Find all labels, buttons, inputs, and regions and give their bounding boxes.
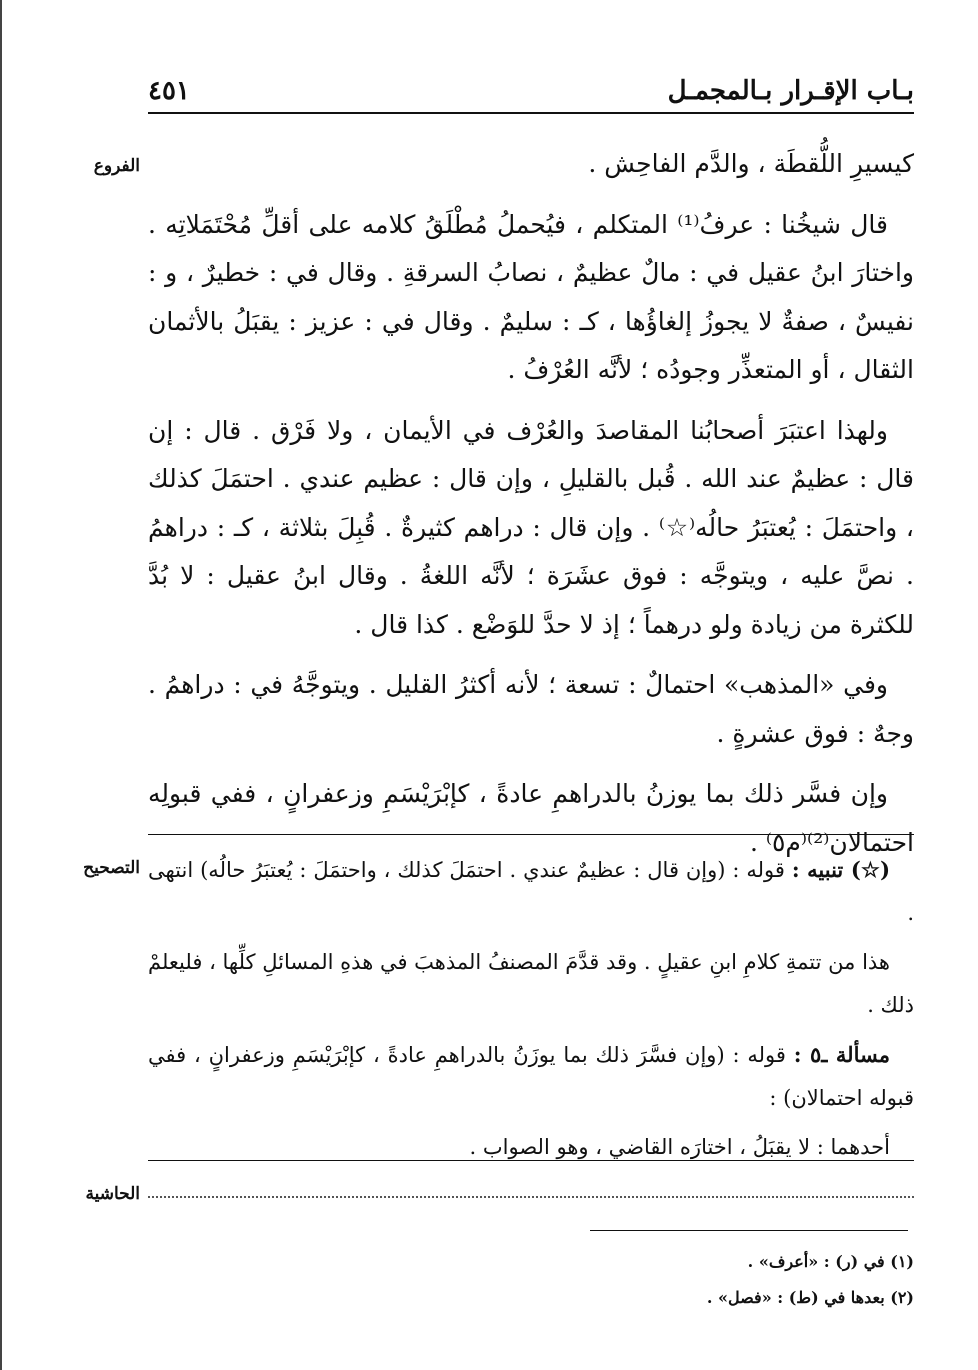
page-number: ٤٥١: [148, 76, 190, 106]
side-label-correction: التصحيح: [83, 858, 140, 878]
margin-rule: [148, 1160, 914, 1161]
issue-text: قوله : (وإن فسَّرَ ذلك بما يوزَنُ بالدراهمِ عادةً ، كإبْرَيْسَمِ وزعفرانٍ ، ففي قبوله احتمالان) :: [148, 1043, 914, 1110]
page-header: [148, 72, 914, 110]
correction-note-label: (☆) تنبيه :: [791, 857, 890, 882]
chapter-title: بـاب الإقـرار بـالمجمـل: [667, 76, 914, 106]
main-text: [148, 140, 914, 879]
correction-paragraph-4: أحدهما : لا يقبَلُ ، اختارَه القاضي ، وهو الصواب .: [469, 1135, 890, 1159]
footnote-2: (٢) بعدها في (ط) : «فصل» .: [706, 1288, 914, 1307]
main-paragraph-1: كيسيرِ اللُّقطَة ، والدَّم الفاحِش .: [588, 149, 914, 178]
correction-text: [148, 848, 914, 1175]
page-scan-edge: [0, 0, 2, 1370]
correction-paragraph-2: هذا من تتمةِ كلامِ ابنِ عقيلٍ . وقد قدَّمَ المصنفُ المذهبَ في هذهِ المسائلِ كلِّها ، فليعلمْ ذلك .: [148, 950, 914, 1017]
section-rule: [148, 834, 914, 835]
correction-paragraph-1: [148, 848, 914, 935]
side-label-margin: الحاشية: [85, 1184, 140, 1204]
header-rule: [148, 112, 914, 114]
footnote-rule: [590, 1230, 908, 1231]
issue-label: مسألة ـ٥ :: [793, 1042, 890, 1067]
main-paragraph-3: ولهذا اعتبَرَ أصحابُنا المقاصدَ والعُرْف في الأيمان ، ولا فَرْق . قال : إن قال : عظيمٌ عند الله . قُبل بالقليلِ ، وإن قال : عظيم عندي . احتمَلَ كذلك ، واحتمَلَ : يُعتبَرُ حالُه⁽☆⁾ . وإن قال : دراهم كثيرةٌ . قُبِلَ بثلاثة ، كـ : دراهمُ . نصَّ عليه ، ويتوجَّه : فوق عشَرَة ؛ لأنَّه اللغةُ . وقال ابنُ عقيل : لا بُدَّ للكثرة من زيادة ولو درهماً ؛ إذ لا حدَّ للوَضْع . كذا قال .: [148, 415, 914, 639]
main-paragraph-4: وفي «المذهب» احتمالٌ : تسعة ؛ لأنه أكثرُ القليل . ويتوجَّهُ في : دراهمُ . وجهٌ : فوق عشرةٍ .: [148, 670, 914, 748]
margin-dotted-line: [148, 1196, 914, 1198]
main-paragraph-2: قال شيخُنا : عرفُ⁽¹⁾ المتكلم ، فيُحملُ مُطْلَقُ كلامه على أقلِّ مُحْتَمَلاتِه . واختارَ ابنُ عقيل في : مالٌ عظيمٌ ، نصابُ السرقةِ . وقال في : خطيرٌ ، و : نفيسٌ ، صفةٌ لا يجوزُ إلغاؤُها ، كـ : سليمٌ . وقال في : عزيز : يقبَلُ بالأثمان الثقال ، أو المتعذِّر وجودُه ؛ لأنَّه العُرْفُ .: [148, 209, 914, 384]
correction-note-text: قوله : (وإن قال : عظيمٌ عندي . احتمَلَ كذلك ، واحتمَلَ : يُعتبَرُ حالُه) انتهى .: [148, 858, 914, 925]
side-label-main: الفروع: [93, 156, 140, 176]
main-paragraph-5: وإن فسَّر ذلك بما يوزنُ بالدراهمِ عادةً ، كإبْرَيْسَمِ وزعفرانٍ ، ففي قبولِه احتمالان⁽²⁾⁽م٥⁾ .: [148, 779, 914, 857]
correction-paragraph-3: [148, 1033, 914, 1120]
footnote-1: (١) في (ر) : «أعرف» .: [747, 1252, 914, 1271]
footnotes: [148, 1244, 914, 1316]
